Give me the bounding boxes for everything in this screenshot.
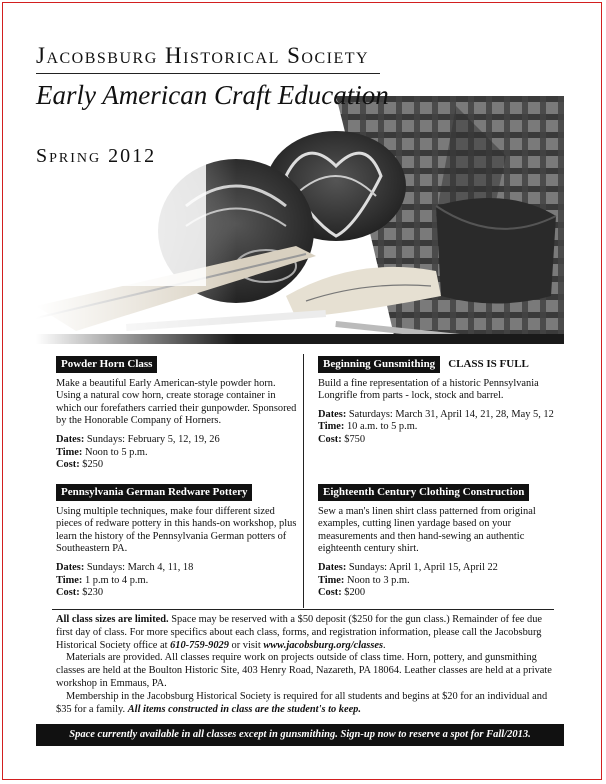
class-clothing-construction: [318, 484, 550, 600]
time-label: Time:: [318, 574, 345, 586]
title-rule: [36, 73, 380, 74]
classes-link[interactable]: www.jacobsburg.org/classes: [263, 639, 384, 651]
time-label: Time:: [56, 574, 83, 586]
class-title: Beginning Gunsmithing: [318, 356, 440, 373]
class-description: Make a beautiful Early American-style powder horn. Using a natural cow horn, create storage container in which our forefathers carried their gunpowder. Sponsored by the Honorable Company of Horners.: [56, 377, 297, 427]
class-dates: Saturdays: March 31, April 14, 21, 28, May 5, 12: [348, 408, 554, 420]
class-description: Using multiple techniques, make four different sized pieces of redware pottery in this hands-on workshop, plus learn the history of the Pennsylvania German potters of Southeastern PA.: [56, 505, 297, 555]
season-label: Spring 2012: [36, 145, 157, 167]
dates-label: Dates:: [56, 561, 85, 573]
dates-label: Dates:: [56, 433, 85, 445]
registration-notes: [56, 614, 554, 716]
class-dates: Sundays: February 5, 12, 19, 26: [86, 433, 220, 445]
notes-text: Membership in the Jacobsburg Historical Society is required for all students and begins at $20 for an individual and $35 for a family.: [56, 690, 548, 715]
class-title: Eighteenth Century Clothing Construction: [318, 484, 529, 501]
cost-label: Cost:: [56, 587, 80, 599]
class-cost: $200: [344, 587, 366, 599]
column-divider: [303, 354, 304, 608]
phone-number: 610-759-9029: [170, 639, 229, 651]
class-cost: $250: [82, 459, 104, 471]
class-time: 1 p.m to 4 p.m.: [84, 574, 149, 586]
notes-paragraph-1: [56, 614, 554, 652]
class-title: Powder Horn Class: [56, 356, 157, 373]
class-title: Pennsylvania German Redware Pottery: [56, 484, 252, 501]
class-cost: $230: [82, 587, 104, 599]
notes-paragraph-2: Materials are provided. All classes require work on projects outside of class time. Horn, pottery, and gunsmithing classes are held at the Boulton Historic Site, 403 Henry Road, Nazareth, PA 18064. Leather classes are held at a private workshop in Emmaus, PA.: [56, 652, 552, 689]
dates-label: Dates:: [318, 561, 347, 573]
notes-text: or visit: [228, 639, 264, 651]
time-label: Time:: [318, 421, 345, 433]
dates-label: Dates:: [318, 408, 347, 420]
class-description: Sew a man's linen shirt class patterned from original examples, cutting linen yardage based on your measurements and then hand-sewing an authentic eighteenth century shirt.: [318, 505, 536, 555]
class-time: Noon to 5 p.m.: [84, 446, 148, 458]
class-dates: Sundays: March 4, 11, 18: [86, 561, 194, 573]
page-subtitle: Early American Craft Education: [36, 80, 389, 110]
keep-items-notice: All items constructed in class are the student's to keep.: [127, 703, 361, 715]
class-cost: $750: [344, 433, 366, 445]
class-powder-horn: [56, 356, 300, 472]
class-gunsmithing: [318, 356, 558, 447]
org-name: Jacobsburg Historical Society: [36, 43, 370, 68]
limited-notice: All class sizes are limited.: [56, 614, 169, 625]
class-redware-pottery: [56, 484, 300, 600]
notes-text: Space may be reserved with a $50 deposit ($250 for the gun class.) Remainder of fee due first day of class. For more specifics about each class, forms, and registration information, please call the Jacobsburg Historical Society office at: [56, 614, 543, 651]
crafts-photo-icon: [36, 96, 564, 344]
time-label: Time:: [56, 446, 83, 458]
class-full-badge: CLASS IS FULL: [448, 358, 529, 370]
class-time: 10 a.m. to 5 p.m.: [346, 421, 418, 433]
class-time: Noon to 3 p.m.: [346, 574, 410, 586]
cost-label: Cost:: [56, 459, 80, 471]
cost-label: Cost:: [318, 433, 342, 445]
cost-label: Cost:: [318, 587, 342, 599]
class-description: Build a fine representation of a historic Pennsylvania Longrifle from parts - lock, stock and barrel.: [318, 377, 539, 402]
availability-banner: Space currently available in all classes except in gunsmithing. Sign-up now to reserve a spot for Fall/2013.: [36, 724, 564, 746]
notes-text: .: [383, 639, 386, 651]
section-divider: [52, 609, 554, 610]
notes-paragraph-3: [56, 691, 554, 717]
class-dates: Sundays: April 1, April 15, April 22: [348, 561, 498, 573]
